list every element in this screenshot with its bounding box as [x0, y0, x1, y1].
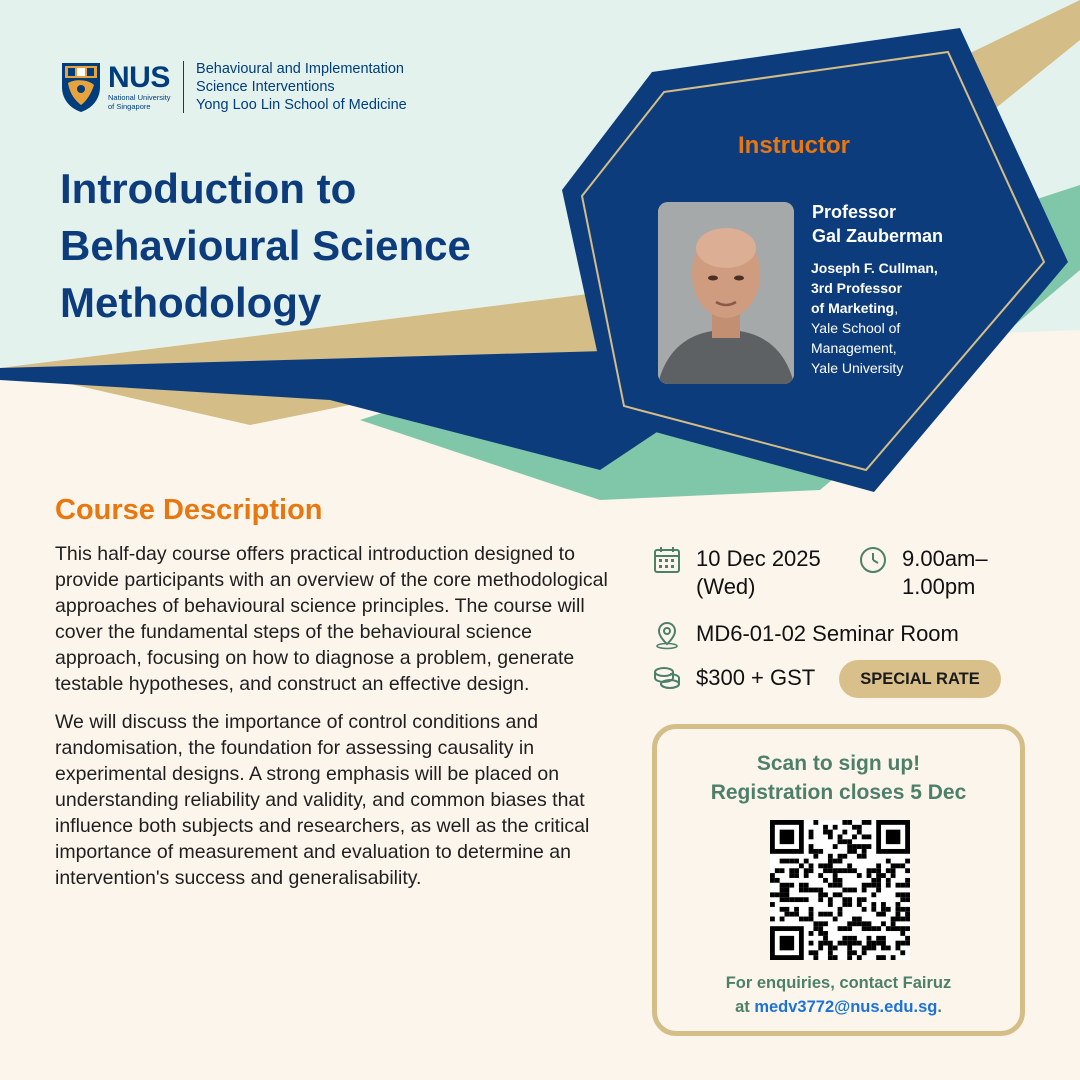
- time-line2: 1.00pm: [902, 574, 976, 599]
- instructor-role-line3: of Marketing: [811, 300, 895, 316]
- instructor-photo: [658, 202, 794, 384]
- coins-icon: [652, 664, 682, 694]
- instructor-title: [811, 258, 938, 378]
- instructor-affil-line2: Management,: [811, 340, 897, 356]
- instructor-role-line2: 3rd Professor: [811, 280, 903, 296]
- contact-email-link[interactable]: medv3772@nus.edu.sg: [754, 998, 938, 1016]
- venue-detail: [652, 620, 959, 650]
- date-line1: 10 Dec 2025: [696, 546, 821, 571]
- registration-heading-line1: Scan to sign up!: [756, 752, 921, 775]
- course-title: [60, 160, 580, 331]
- title-line3: Methodology: [60, 279, 322, 326]
- department-line2: Science Interventions: [196, 79, 335, 95]
- logo-divider: [183, 61, 185, 113]
- instructor-name-line1: Professor: [812, 202, 897, 222]
- description-paragraph-2: We will discuss the importance of control conditions and randomisation, the foundation for assessing causality in experimental designs. A strong emphasis will be placed on understanding reliability and validity, and common biases that influence both subjects and researchers, as well as the critical importance of measurement and evaluation to determine an intervention's success and generalisability.: [55, 711, 590, 889]
- description-paragraph-1: This half-day course offers practical introduction designed to provide participants with an overview of the core methodological approaches of behavioural science principles. The course will cover the fundamental steps of the behavioural science approach, focusing on how to diagnose a problem, generate testable hypotheses, and construct an effective design.: [55, 543, 608, 695]
- price-text: $300 + GST: [696, 665, 816, 690]
- registration-footer: [657, 971, 1020, 1019]
- registration-box: [652, 724, 1025, 1036]
- course-description-heading: Course Description: [55, 494, 323, 526]
- enquiry-suffix: .: [937, 998, 942, 1016]
- instructor-role-comma: ,: [894, 300, 899, 316]
- date-line2: (Wed): [696, 574, 756, 599]
- nus-subtitle-line1: National University: [108, 93, 171, 102]
- calendar-icon: [652, 545, 682, 575]
- nus-letters: NUS: [108, 61, 170, 94]
- enquiry-prefix: at: [735, 998, 755, 1016]
- department-line1: Behavioural and Implementation: [196, 61, 404, 77]
- instructor-affil-line1: Yale School of: [811, 320, 901, 336]
- registration-heading: [657, 749, 1020, 807]
- title-line2: Behavioural Science: [60, 222, 471, 269]
- nus-wordmark: [108, 63, 171, 111]
- date-detail: [652, 545, 821, 601]
- instructor-role-line1: Joseph F. Cullman,: [811, 260, 938, 276]
- instructor-name-line2: Gal Zauberman: [812, 226, 944, 246]
- instructor-name: [812, 200, 943, 248]
- instructor-label: Instructor: [738, 132, 851, 159]
- department-line3: Yong Loo Lin School of Medicine: [196, 97, 407, 113]
- qr-code[interactable]: [770, 820, 910, 960]
- nus-subtitle-line2: of Singapore: [108, 102, 151, 111]
- location-pin-icon: [652, 620, 682, 650]
- instructor-affil-line3: Yale University: [811, 360, 904, 376]
- price-detail: [652, 664, 815, 694]
- department-name: [196, 60, 407, 114]
- course-description: [55, 541, 623, 903]
- title-line1: Introduction to: [60, 165, 357, 212]
- venue-text: MD6-01-02 Seminar Room: [696, 621, 959, 646]
- time-detail: [858, 545, 988, 601]
- nus-crest-icon: [60, 61, 102, 113]
- registration-heading-line2: Registration closes 5 Dec: [710, 781, 967, 804]
- special-rate-badge: SPECIAL RATE: [839, 660, 1001, 698]
- navy-stripe: [0, 350, 660, 470]
- time-line1: 9.00am–: [902, 546, 988, 571]
- clock-icon: [858, 545, 888, 575]
- nus-logo: [60, 60, 407, 114]
- enquiry-line1: For enquiries, contact Fairuz: [725, 974, 952, 992]
